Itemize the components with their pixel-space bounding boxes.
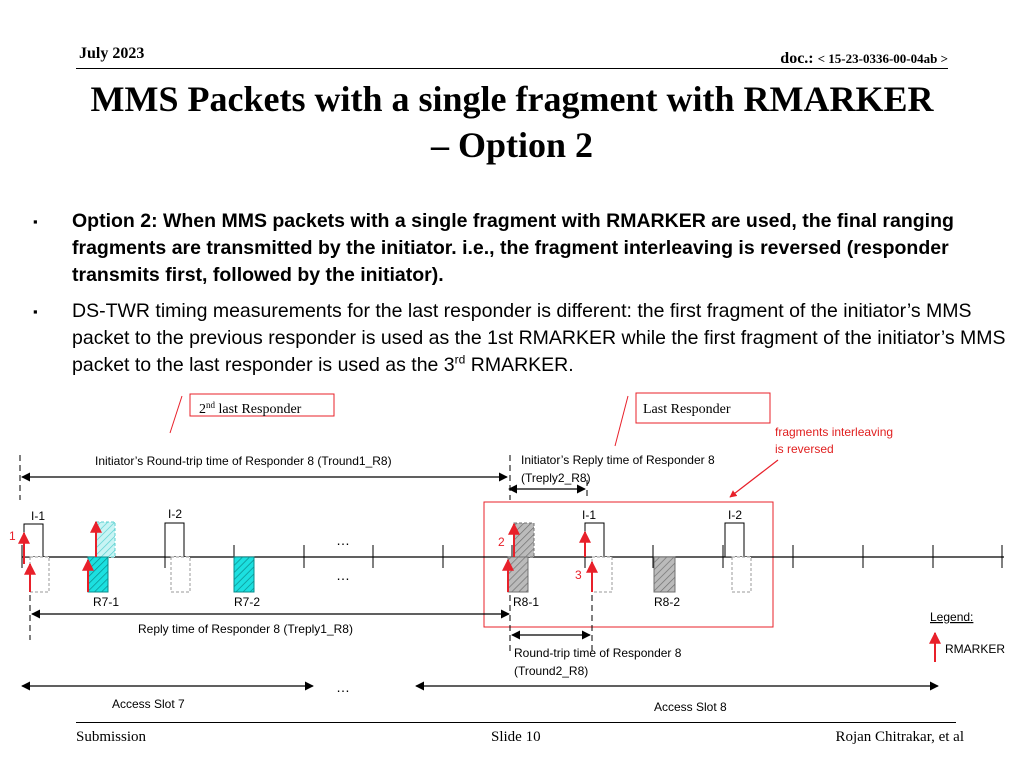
fragment-gray-upper bbox=[514, 523, 534, 557]
slot8-label: Access Slot 8 bbox=[654, 700, 727, 714]
fragment-r7-1 bbox=[88, 557, 108, 592]
bullet-superscript: rd bbox=[454, 352, 466, 367]
note-reversed-line1: fragments interleaving bbox=[775, 425, 894, 439]
bullet-mark: ▪ bbox=[33, 304, 38, 319]
fragment-i1-slot7-label: I-1 bbox=[31, 509, 46, 523]
slot7-label: Access Slot 7 bbox=[112, 697, 185, 711]
reply2-label-line2: (Treply2_R8) bbox=[521, 471, 591, 485]
fragment-r7-2-label: R7-2 bbox=[234, 595, 261, 609]
round1-label: Initiator’s Round-trip time of Responder 8 (Tround1_R8) bbox=[95, 454, 392, 468]
fragment-i2-slot8-label: I-2 bbox=[728, 508, 743, 522]
fragment-r8-2-label: R8-2 bbox=[654, 595, 681, 609]
footer-submission: Submission bbox=[76, 729, 147, 745]
fragment-i1-slot7 bbox=[24, 524, 43, 557]
callout-last-pointer bbox=[615, 396, 628, 446]
fragment-dashed-slot7-a bbox=[30, 557, 49, 592]
fragment-i2-slot7-label: I-2 bbox=[168, 507, 183, 521]
footer-slide-number: Slide 10 bbox=[491, 729, 541, 745]
callout-second-last-pointer bbox=[170, 396, 182, 433]
fragment-i2-slot8 bbox=[725, 523, 744, 557]
ellipsis-lower: … bbox=[336, 567, 350, 583]
bullet-list bbox=[33, 208, 1018, 388]
note-reversed-arrow bbox=[730, 460, 778, 497]
fragment-r7-2 bbox=[234, 557, 254, 592]
slide-title bbox=[60, 76, 964, 168]
footer-author: Rojan Chitrakar, et al bbox=[835, 729, 964, 745]
bullet-mark: ▪ bbox=[33, 214, 38, 229]
legend-title: Legend: bbox=[930, 610, 974, 624]
rmarker-num-1: 1 bbox=[9, 529, 16, 543]
header-rule bbox=[76, 68, 948, 69]
fragment-i1-slot8 bbox=[585, 523, 604, 557]
doc-prefix: doc.: bbox=[780, 50, 814, 67]
callout-second-last-label bbox=[199, 400, 302, 417]
rmarker-num-2: 2 bbox=[498, 535, 505, 549]
ellipsis-upper: … bbox=[336, 532, 350, 548]
header-date: July 2023 bbox=[79, 45, 145, 62]
round2-label-line1: Round-trip time of Responder 8 bbox=[514, 646, 682, 660]
rmarker-num-3: 3 bbox=[575, 568, 582, 582]
fragment-r8-2 bbox=[654, 557, 675, 592]
ellipsis-slots: … bbox=[336, 679, 350, 695]
bullet-option2 bbox=[33, 208, 1018, 289]
reply1-label: Reply time of Responder 8 (Treply1_R8) bbox=[138, 622, 353, 636]
round2-label-line2: (Tround2_R8) bbox=[514, 664, 589, 678]
fragment-dashed-slot8-b bbox=[732, 557, 751, 592]
bullet-text: DS-TWR timing measurements for the last responder is different: the first fragment of the initiator’s MMS packet to the previous responder is used as the 1st RMARKER while the first fragment of the initiator’s MMS packet to the last responder is used as the 3 bbox=[72, 300, 1006, 376]
footer-rule bbox=[76, 722, 956, 723]
header-doc-id bbox=[780, 50, 948, 68]
callout-text-end: last Responder bbox=[215, 402, 302, 417]
fragment-dashed-slot8-a bbox=[592, 557, 612, 592]
fragment-faded-cyan bbox=[96, 522, 115, 557]
callout-sup: nd bbox=[206, 400, 215, 410]
callout-text: 2 bbox=[199, 402, 206, 417]
callout-last-label: Last Responder bbox=[643, 402, 731, 417]
doc-number: < 15-23-0336-00-04ab > bbox=[817, 51, 948, 66]
fragment-r8-1-label: R8-1 bbox=[513, 595, 540, 609]
slide-title-line2: – Option 2 bbox=[430, 125, 594, 165]
legend-rmarker-label: RMARKER bbox=[945, 642, 1006, 656]
fragment-r8-1 bbox=[508, 557, 528, 592]
fragment-i1-slot8-label: I-1 bbox=[582, 508, 597, 522]
timing-diagram bbox=[0, 385, 1024, 720]
bullet-ds-twr bbox=[33, 298, 1018, 379]
fragment-r7-1-label: R7-1 bbox=[93, 595, 120, 609]
bullet-text-end: RMARKER. bbox=[465, 354, 574, 376]
fragment-i2-slot7 bbox=[165, 523, 184, 557]
reply2-label-line1: Initiator’s Reply time of Responder 8 bbox=[521, 453, 715, 467]
slide-title-line1: MMS Packets with a single fragment with RMARKER bbox=[90, 79, 934, 119]
note-reversed-line2: is reversed bbox=[775, 442, 834, 456]
fragment-dashed-slot7-b bbox=[171, 557, 190, 592]
bullet-text: Option 2: When MMS packets with a single fragment with RMARKER are used, the final ranging fragments are transmitted by the initiator. i.e., the fragment interleaving is reversed (responder transmits first, followed by the initiator). bbox=[72, 210, 954, 286]
